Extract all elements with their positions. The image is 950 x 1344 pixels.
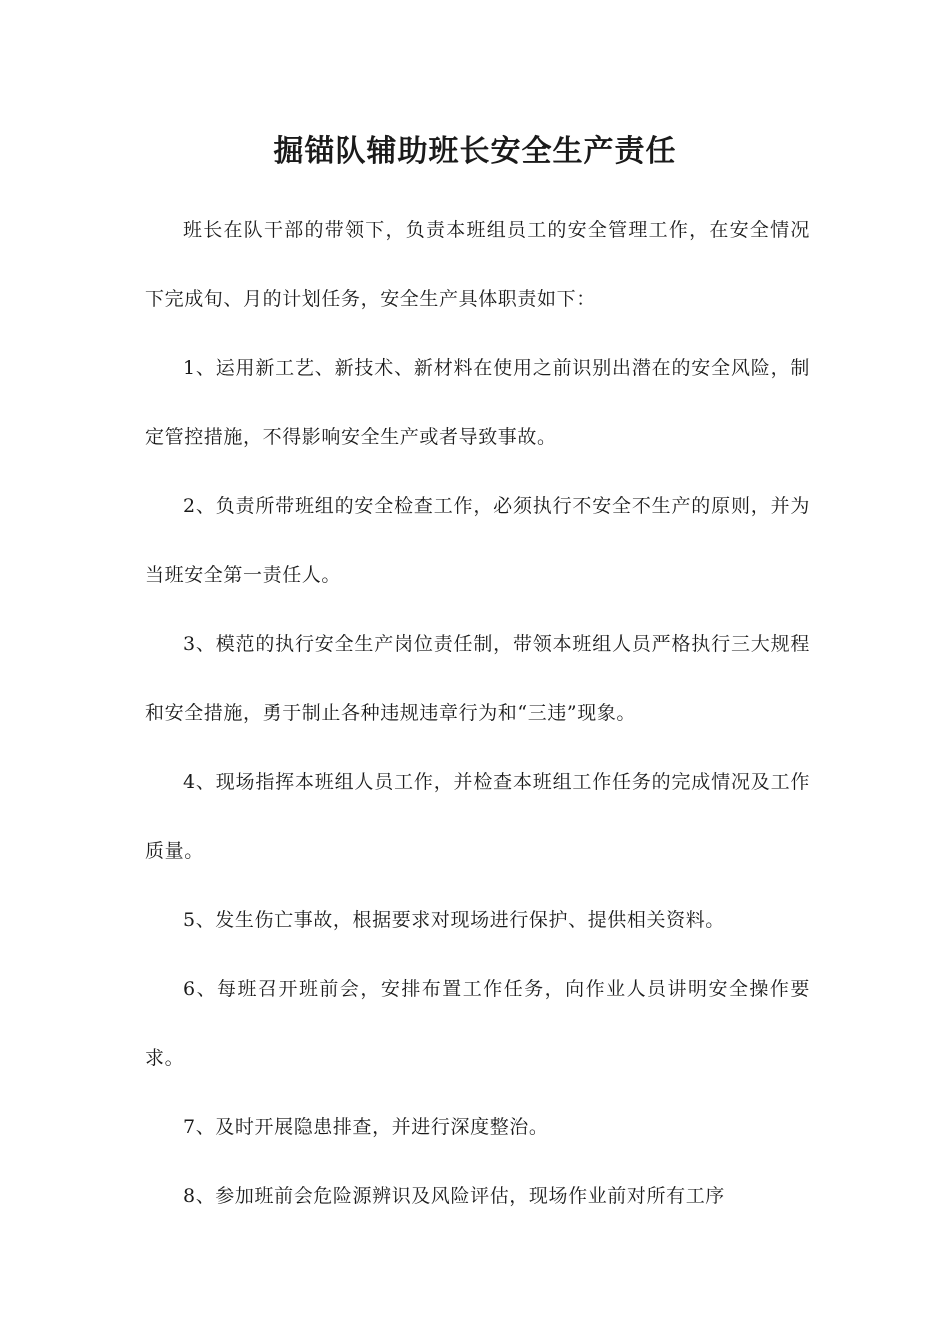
paragraph-item-1: 1、运用新工艺、新技术、新材料在使用之前识别出潜在的安全风险，制定管控措施，不得影响安全生产或者导致事故。 (145, 357, 810, 448)
paragraph-item-7: 7、及时开展隐患排查，并进行深度整治。 (183, 1116, 549, 1138)
paragraph-intro: 班长在队干部的带领下，负责本班组员工的安全管理工作，在安全情况下完成旬、月的计划任务，安全生产具体职责如下： (145, 219, 810, 310)
paragraph-item-3: 3、模范的执行安全生产岗位责任制，带领本班组人员严格执行三大规程和安全措施，勇于制止各种违规违章行为和“三违”现象。 (145, 633, 810, 724)
paragraph-item-4: 4、现场指挥本班组人员工作，并检查本班组工作任务的完成情况及工作质量。 (145, 771, 810, 862)
paragraph-item-6: 6、每班召开班前会，安排布置工作任务，向作业人员讲明安全操作要求。 (145, 978, 810, 1069)
document-title: 掘锚队辅助班长安全生产责任 (273, 134, 677, 169)
paragraph-item-8: 8、参加班前会危险源辨识及风险评估，现场作业前对所有工序 (183, 1185, 725, 1207)
paragraph-item-5: 5、发生伤亡事故，根据要求对现场进行保护、提供相关资料。 (183, 909, 725, 931)
document-body (145, 196, 810, 1231)
paragraph-item-2: 2、负责所带班组的安全检查工作，必须执行不安全不生产的原则，并为当班安全第一责任人。 (145, 495, 810, 586)
